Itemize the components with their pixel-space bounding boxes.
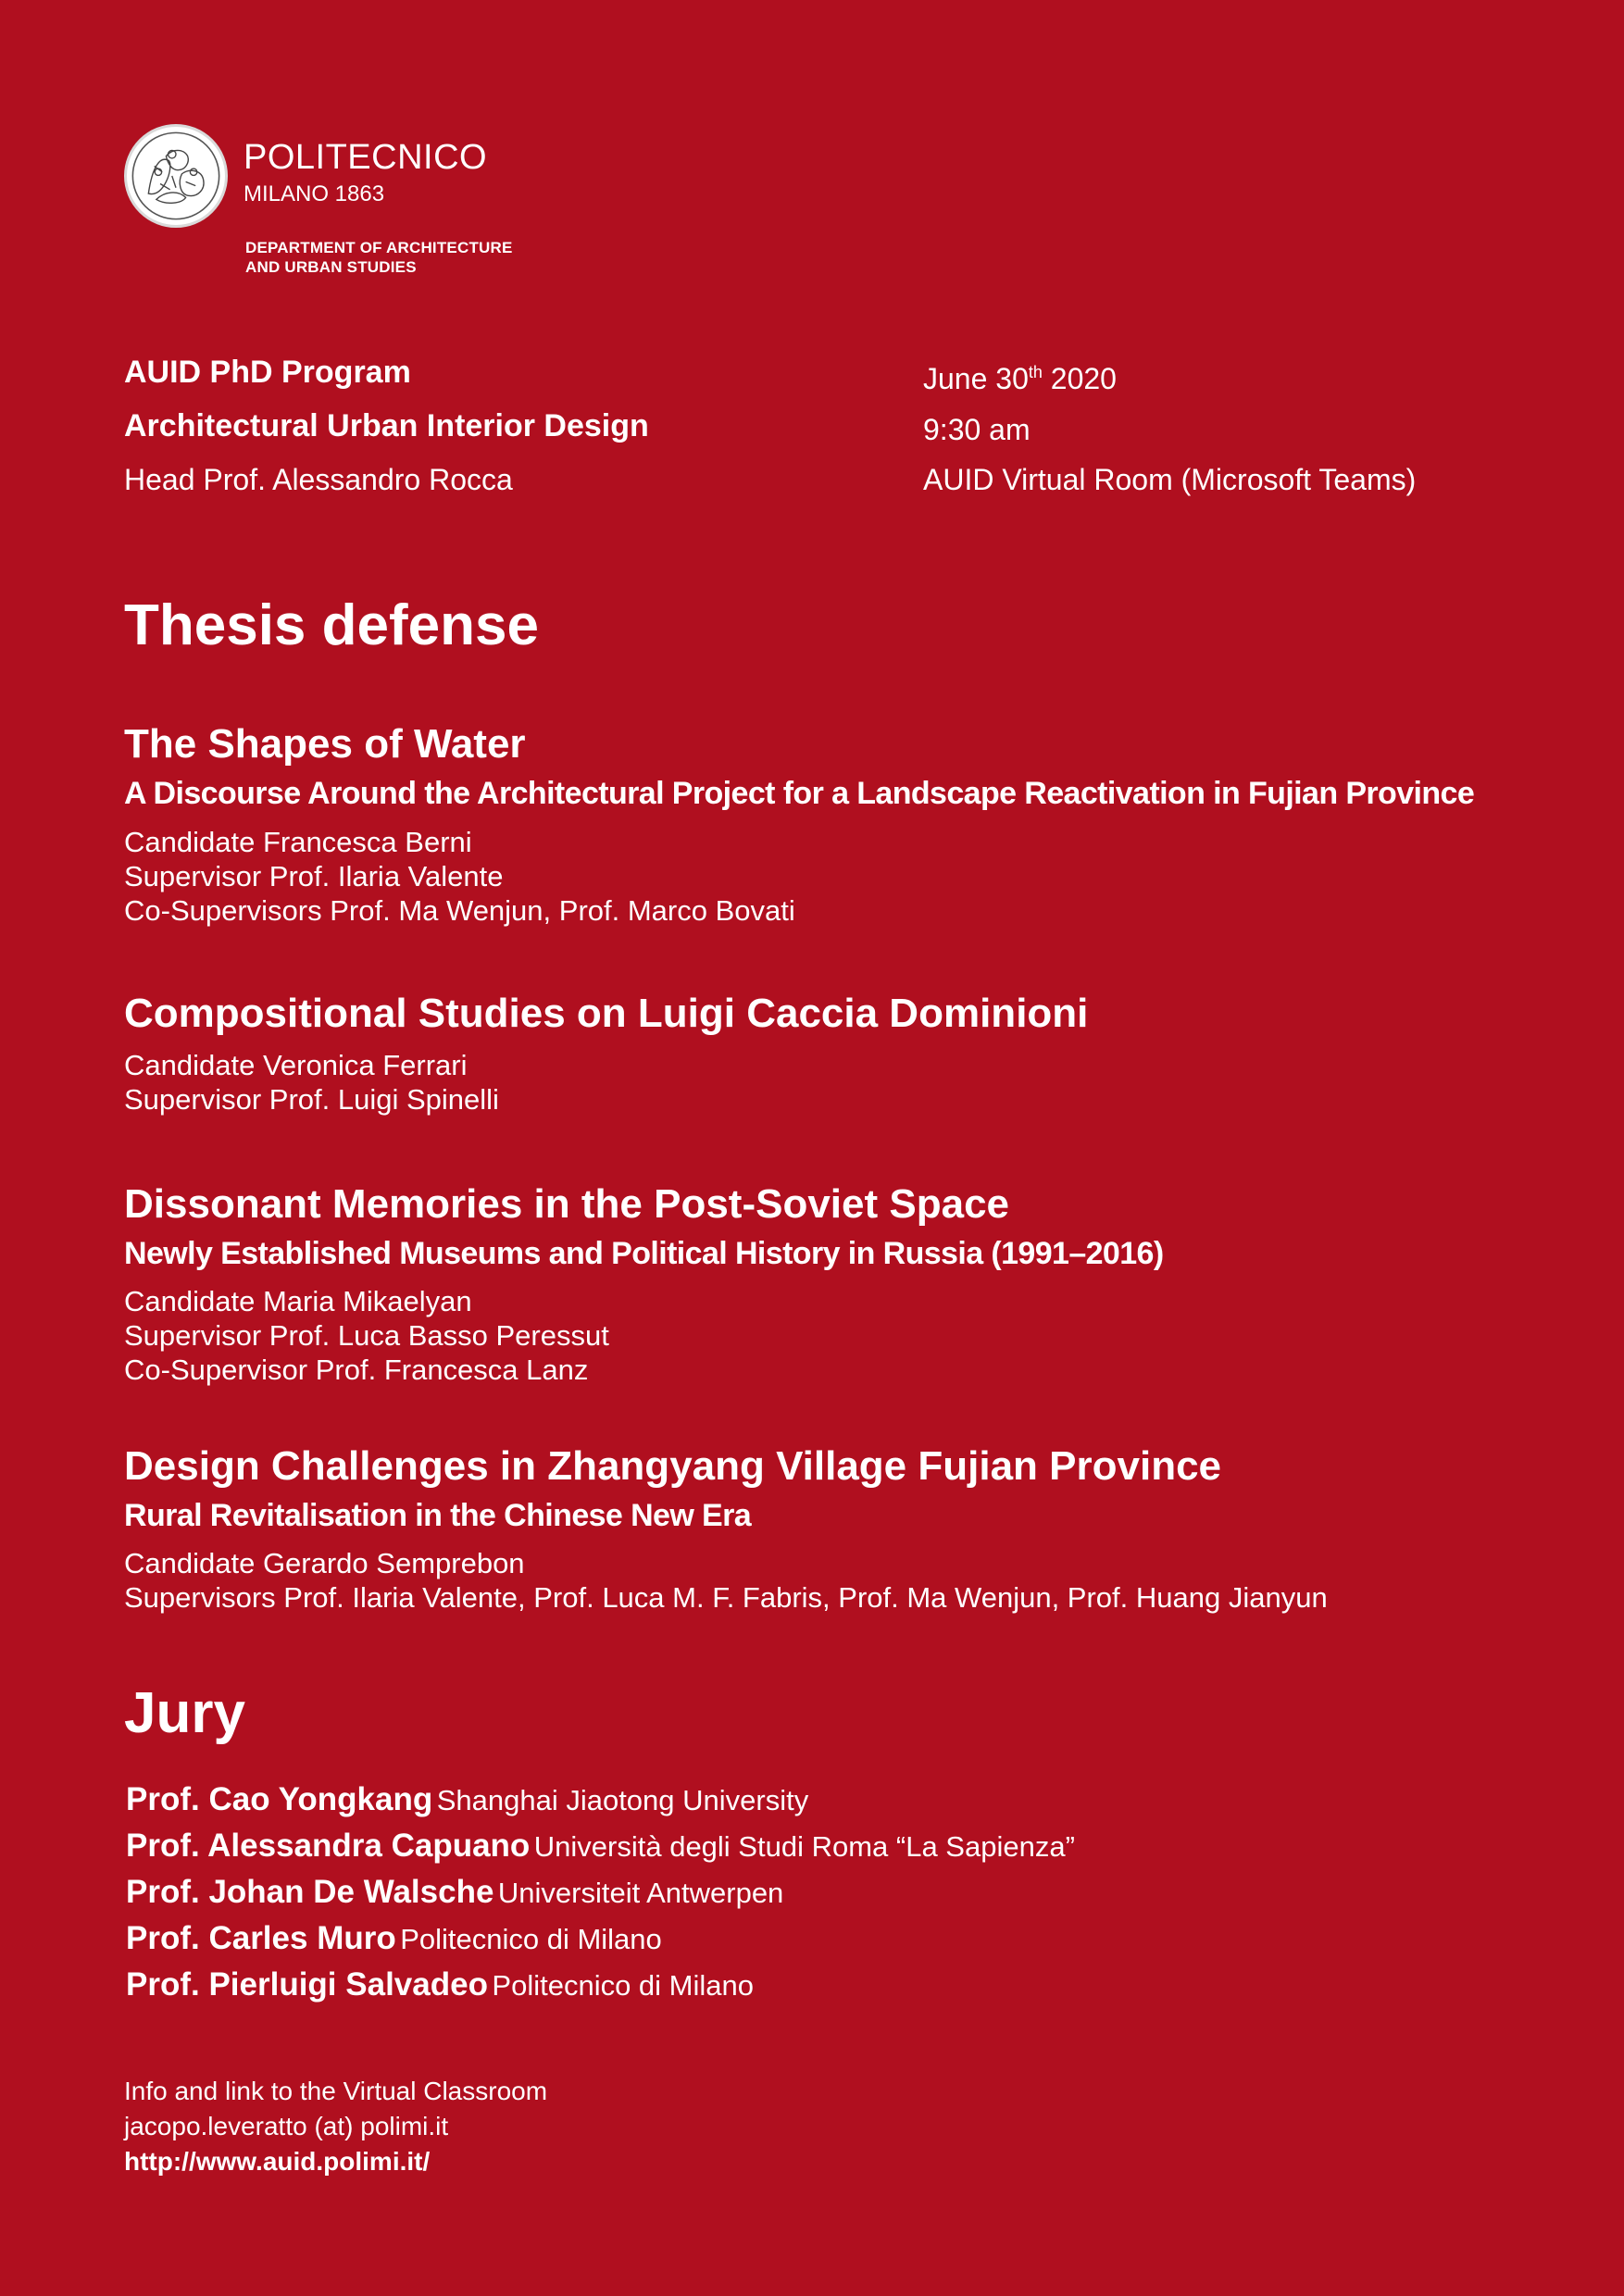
thesis-candidate: Candidate Maria Mikaelyan [124,1285,472,1317]
jury-member [126,1781,808,1818]
program-title: AUID PhD Program [124,355,411,390]
jury-member [126,1828,1075,1865]
jury-member-name: Prof. Alessandra Capuano [126,1828,531,1864]
jury-member-affiliation: Politecnico di Milano [400,1923,662,1955]
thesis-title: Design Challenges in Zhangyang Village Fujian Province [124,1443,1222,1489]
thesis-co-supervisor: Co-Supervisor Prof. Francesca Lanz [124,1354,589,1386]
jury-member-name: Prof. Pierluigi Salvadeo [126,1966,488,2003]
event-date [923,362,1117,396]
jury-member [126,1920,662,1957]
jury-member-affiliation: Università degli Studi Roma “La Sapienza” [533,1830,1075,1863]
thesis-title: Dissonant Memories in the Post-Soviet Space [124,1181,1010,1227]
university-subtitle: MILANO 1863 [244,181,385,206]
thesis-candidate: Candidate Gerardo Semprebon [124,1547,525,1579]
event-date-year: 2020 [1042,362,1117,395]
event-date-ordinal: th [1028,363,1043,381]
thesis-defense-heading: Thesis defense [124,593,539,657]
program-subtitle: Architectural Urban Interior Design [124,408,649,443]
thesis-supervisor: Supervisor Prof. Luca Basso Peressut [124,1319,609,1352]
website-link[interactable]: http://www.auid.polimi.it/ [124,2147,431,2176]
thesis-title: Compositional Studies on Luigi Caccia Dominioni [124,991,1089,1036]
thesis-title: The Shapes of Water [124,721,526,767]
thesis-supervisor: Supervisor Prof. Ilaria Valente [124,860,504,892]
department-line-1: DEPARTMENT OF ARCHITECTURE [245,239,513,256]
department-line-2: AND URBAN STUDIES [245,258,417,276]
jury-member-name: Prof. Johan De Walsche [126,1874,494,1910]
thesis-supervisors: Supervisors Prof. Ilaria Valente, Prof. Luca M. F. Fabris, Prof. Ma Wenjun, Prof. Huang Jianyun [124,1581,1328,1614]
event-time: 9:30 am [923,413,1031,446]
seal-icon [127,127,225,225]
thesis-subtitle: Newly Established Museums and Political History in Russia (1991–2016) [124,1236,1164,1271]
department-name [245,238,513,277]
jury-member [126,1966,754,2003]
jury-member-affiliation: Shanghai Jiaotong University [436,1784,809,1816]
jury-member-name: Prof. Carles Muro [126,1920,396,1956]
thesis-subtitle: A Discourse Around the Architectural Project for a Landscape Reactivation in Fujian Province [124,776,1475,811]
jury-heading: Jury [124,1681,245,1745]
jury-member [126,1874,783,1911]
university-name: POLITECNICO [244,138,488,177]
thesis-candidate: Candidate Veronica Ferrari [124,1049,468,1081]
jury-member-name: Prof. Cao Yongkang [126,1781,433,1817]
event-location: AUID Virtual Room (Microsoft Teams) [923,463,1417,496]
jury-member-affiliation: Universiteit Antwerpen [497,1877,784,1909]
thesis-supervisor: Supervisor Prof. Luigi Spinelli [124,1083,499,1116]
event-date-day: June 30 [923,362,1029,395]
thesis-co-supervisors: Co-Supervisors Prof. Ma Wenjun, Prof. Marco Bovati [124,894,795,927]
thesis-candidate: Candidate Francesca Berni [124,826,472,858]
jury-member-affiliation: Politecnico di Milano [492,1969,754,2002]
university-seal-logo [124,124,228,228]
info-text: Info and link to the Virtual Classroom [124,2077,548,2105]
thesis-subtitle: Rural Revitalisation in the Chinese New Era [124,1498,752,1533]
program-head: Head Prof. Alessandro Rocca [124,463,513,496]
contact-email: jacopo.leveratto (at) polimi.it [124,2112,449,2140]
